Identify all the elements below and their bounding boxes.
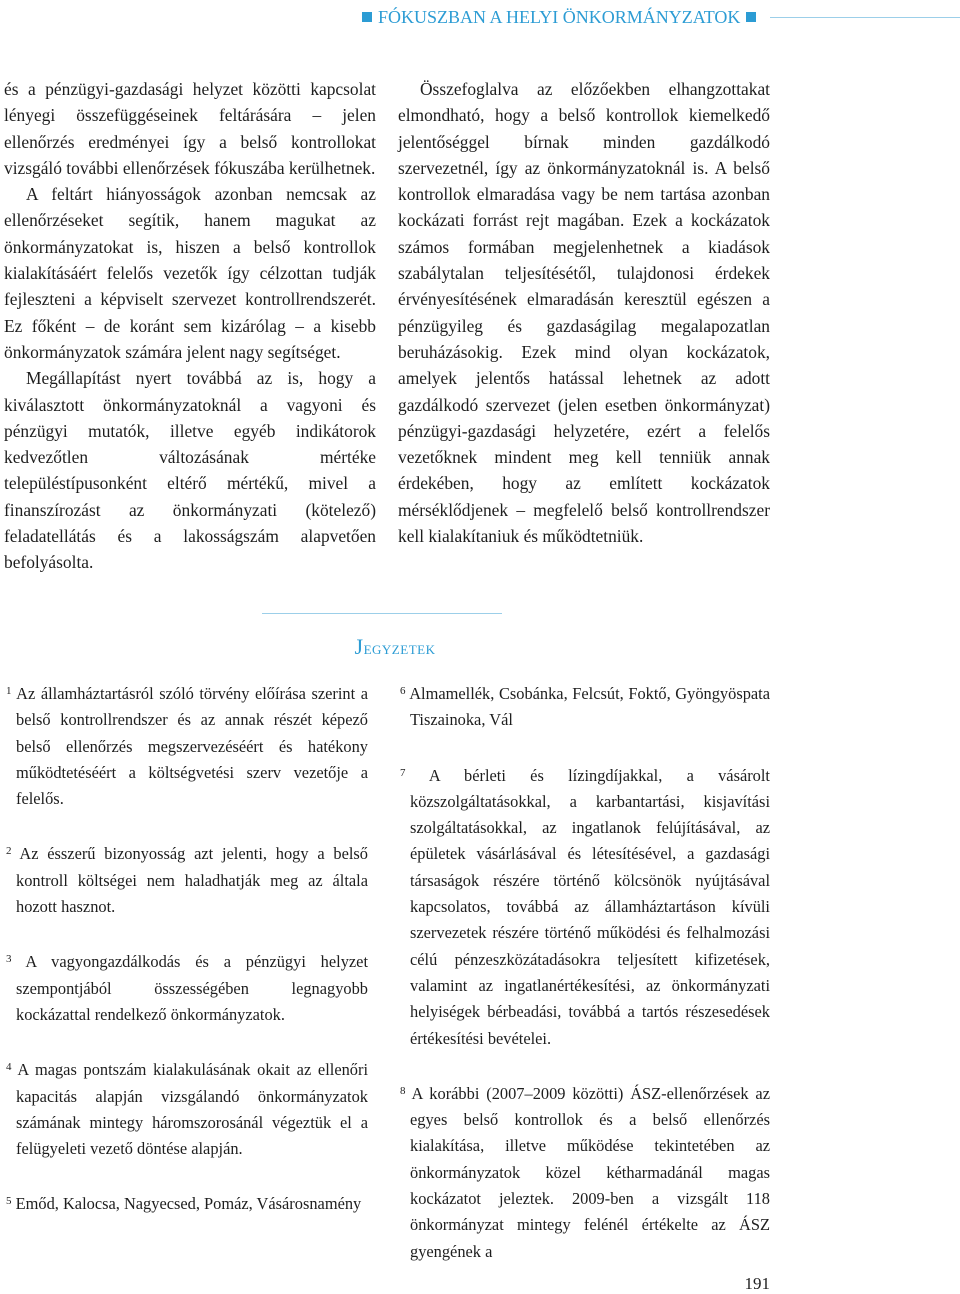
footnote-number: 5: [6, 1195, 12, 1208]
footnote-text: A vagyongazdálkodás és a pénzügyi helyzet szempontjából összességében legnagyobb kockázattal rendelkező önkormányzatok.: [16, 952, 369, 1024]
footnote-text: A magas pontszám kialakulásának okait az ellenőri kapacitás alapján vizsgálandó önkormányzatok számának mintegy háromszorosánál végeztük el a felügyeleti vezető döntése alapján.: [16, 1060, 368, 1159]
footnote-text: Emőd, Kalocsa, Nagyecsed, Pomáz, Vásárosnamény: [15, 1194, 362, 1214]
section-divider: [262, 613, 502, 614]
header-square-left-icon: [362, 12, 372, 22]
footnote-text: Az ésszerű bizonyosság azt jelenti, hogy a belső kontroll költségei nem haladhatják meg az általa hozott hasznot.: [16, 844, 368, 917]
footnote: [6, 838, 368, 920]
left-text-column: [4, 76, 376, 576]
footnote-text: Almamellék, Csobánka, Felcsút, Foktő, Gyöngyöspata Tiszainoka, Vál: [409, 684, 770, 730]
footnote: [6, 946, 368, 1028]
footnote-number: 7: [400, 766, 406, 779]
footnote-number: 4: [6, 1061, 12, 1074]
header-square-right-icon: [746, 12, 756, 22]
paragraph: Megállapítást nyert továbbá az is, hogy a kiválasztott önkormányzatoknál a vagyoni és pénzügyi mutatók, illetve egyéb indikátorok kedvezőtlen változásának mértéke településtípusonként eltérő mértékű, mivel a finanszírozást az önkormányzati (kötelező) feladatellátás és a lakosságszám alapvetően befolyásolta.: [4, 368, 376, 573]
footnote: [6, 678, 368, 812]
page-number: 191: [744, 1274, 770, 1293]
footnote-number: 2: [6, 845, 12, 858]
footnote: [6, 1188, 368, 1217]
footnote: [400, 760, 770, 1052]
header-rule: [770, 17, 960, 18]
footnote-text: Az államháztartásról szóló törvény előírása szerint a belső kontrollrendszer és az annak részét képező belső ellenőrzés megszervezéséért és hatékony működtetéséért a költségvetési szerv vezetője a felelős.: [16, 684, 368, 809]
running-header: [356, 4, 960, 30]
footnote-number: 3: [6, 953, 12, 966]
paragraph: A feltárt hiányosságok azonban nemcsak az ellenőrzéseket segítik, hanem magukat az önkormányzatokat is, hiszen a belső kontrollok kialakításáért felelős vezetők így célzottan tudják fejleszteni a képviselt szervezet kontrollrendszerét. Ez főként – de koránt sem kizárólag – a kisebb önkormányzatok számára jelent nagy segítséget.: [4, 184, 376, 362]
footnote: [400, 678, 770, 734]
footnote-number: 8: [400, 1084, 406, 1097]
notes-heading: [0, 634, 790, 660]
right-text-column: [398, 76, 770, 549]
footnote-text: A bérleti és lízingdíjakkal, a vásárolt közszolgáltatásokkal, a karbantartási, kisjavítási szolgáltatásokkal, az ingatlanok felújításával, az épületek vásárlásával és létesítésével, a gazdasági társaságok részére történő kölcsönök nyújtásával kapcsolatos, továbbá az államháztartáson kívüli szervezetek részére történő működési és felhalmozási célú pénzeszközátadásokra teljesített kifizetések, valamint az ingatlanértékesítési, az önkormányzati helyiségek bérbeadási, továbbá a tartós részesedések értékesítési bevételei.: [410, 765, 770, 1048]
footnote: [400, 1078, 770, 1265]
paragraph: Összefoglalva az előzőekben elhangzottakat elmondható, hogy a belső kontrollok kiemelkedő jelentőséggel bírnak minden gazdálkodó szervezetnél, így az önkormányzatoknál is. A belső kontrollok elmaradása vagy be nem tartása azonban kockázati forrást rejt magában. Ezek a kockázatok számos formában megjelenhetnek a kiadások szabálytalan teljesítésétől, tulajdonosi érdekek érvényesítésének elmaradásán keresztül egészen a pénzügyileg és gazdaságilag megalapozatlan beruházásokig. Ezek mind olyan kockázatok, amelyek jelentős hatással lehetnek az adott gazdálkodó szervezet (jelen esetben önkormányzat) pénzügyi-gazdasági helyzetére, ezért a felelős vezetőknek mindent meg kell tenniük annak érdekében, hogy az említett kockázatok mérséklődjenek – megfelelő belső kontrollrendszer kell kialakítaniuk és működtetniük.: [398, 79, 770, 547]
footnote-number: 1: [6, 685, 12, 697]
footnotes-right-column: [400, 678, 770, 1291]
footnote: [6, 1054, 368, 1162]
notes-heading-initial: J: [354, 634, 364, 659]
paragraph: és a pénzügyi-gazdasági helyzet közötti kapcsolat lényegi összefüggéseinek feltárására – jelen ellenőrzés eredményei így a belső kontrollokat vizsgáló további ellenőrzések fókuszába kerülhetnek.: [4, 79, 376, 178]
footnote-text: A korábbi (2007–2009 közötti) ÁSZ-ellenőrzések az egyes belső kontrollok és a belső ellenőrzés kialakítása, illetve működése tekintetében az önkormányzatok közel kétharmadánál magas kockázatot jeleztek. 2009-ben a vizsgált 118 önkormányzat mintegy felénél értékelte az ÁSZ gyengének a: [410, 1083, 770, 1261]
notes-heading-rest: egyzetek: [363, 638, 436, 659]
header-title: FÓKUSZBAN A HELYI ÖNKORMÁNYZATOK: [378, 6, 741, 27]
footnotes-left-column: [6, 678, 368, 1244]
footnote-number: 6: [400, 685, 406, 697]
